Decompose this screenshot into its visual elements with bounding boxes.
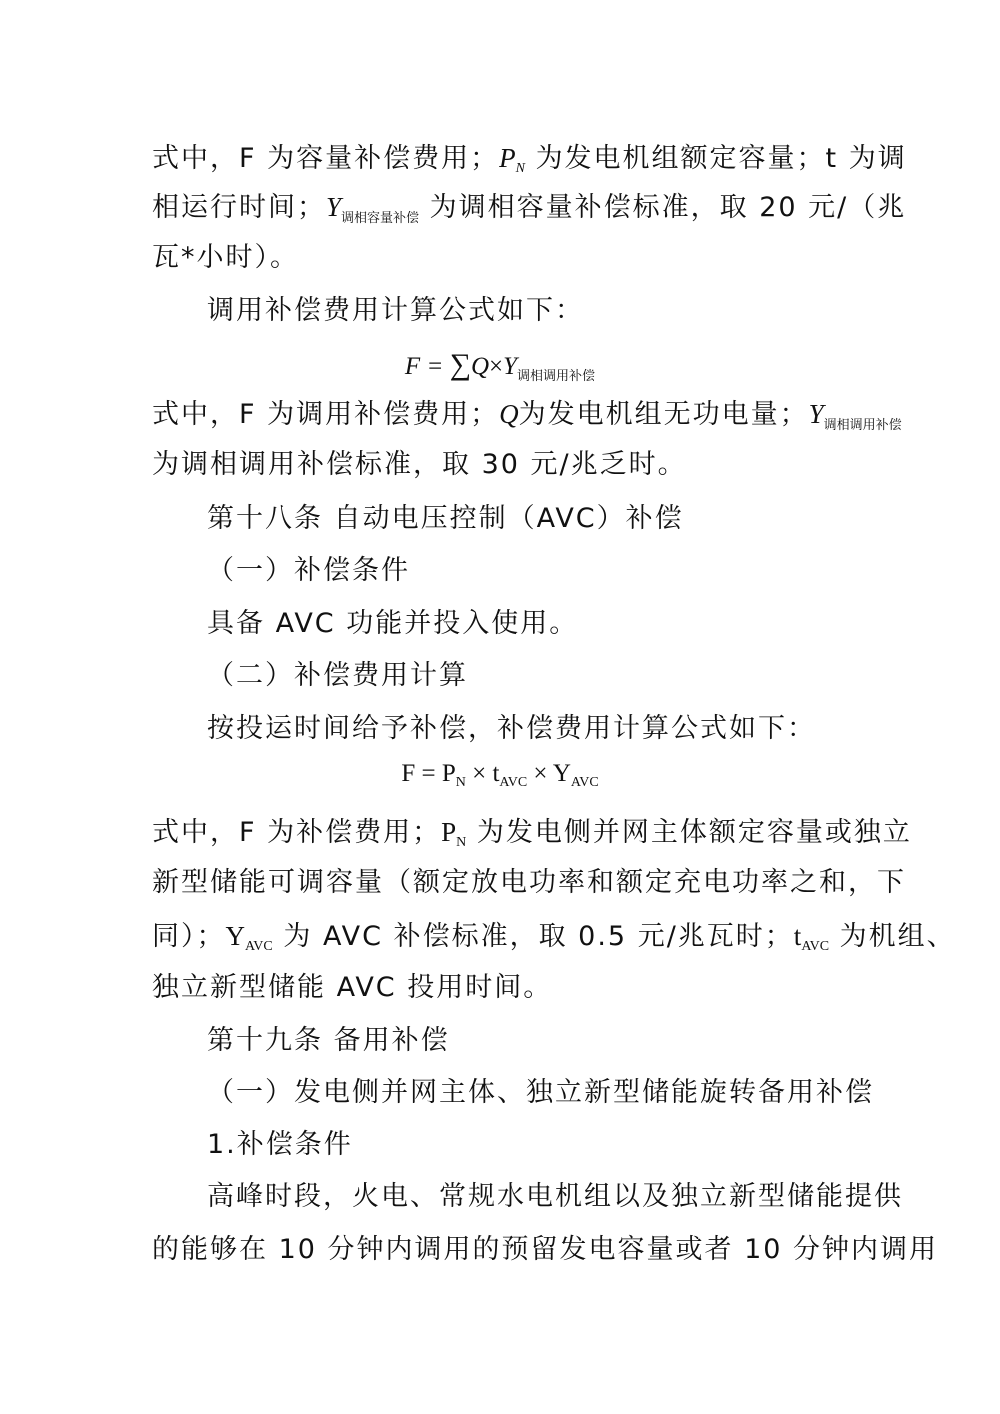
paragraph-line	[207, 1179, 907, 1215]
text-segment: 瓦*小时）。	[152, 242, 299, 273]
text-segment: 按投运时间给予补偿，补偿费用计算公式如下：	[207, 713, 816, 744]
text-segment: 具备 AVC 功能并投入使用。	[207, 608, 579, 639]
paragraph-line	[152, 918, 956, 965]
article-heading	[207, 501, 907, 537]
formula-lhs: F =	[404, 353, 450, 380]
symbol-y-avc: YAVC	[225, 921, 273, 954]
paragraph-line	[207, 606, 907, 642]
section-heading	[207, 658, 907, 694]
paragraph-line	[152, 447, 852, 483]
text-segment: 第十八条 自动电压控制（AVC）补偿	[207, 503, 684, 534]
symbol-y-call: $Y_{调相调用补偿}$	[808, 399, 902, 433]
symbol-pn: PN	[499, 143, 525, 176]
text-segment: （二）补偿费用计算	[207, 660, 468, 691]
text-segment: 为发电侧并网主体额定容量或独立	[476, 817, 912, 848]
text-segment: 调用补偿费用计算公式如下：	[207, 295, 584, 326]
text-segment: 的能够在 10 分钟内调用的预留发电容量或者 10 分钟内调用	[152, 1234, 939, 1265]
text-segment: （一）补偿条件	[207, 555, 410, 586]
paragraph-line	[152, 970, 852, 1006]
text-segment: 式中，F 为容量补偿费用；	[152, 143, 500, 174]
text-segment: （一）发电侧并网主体、独立新型储能旋转备用补偿	[207, 1077, 874, 1108]
text-segment: 式中，F 为补偿费用；	[152, 817, 442, 848]
symbol-t-avc: tAVC	[793, 921, 830, 954]
text-segment: 为机组、	[839, 921, 956, 952]
paragraph-line	[152, 814, 912, 861]
section-heading	[207, 1075, 907, 1111]
paragraph-line	[152, 396, 902, 444]
formula-call-compensation	[0, 348, 1000, 394]
article-heading	[207, 1023, 907, 1059]
symbol-y-call: $Y_{调相调用补偿}$	[503, 353, 596, 384]
formula-t: × t	[465, 760, 500, 787]
symbol-q: Q	[499, 399, 519, 429]
paragraph-line	[152, 140, 907, 187]
text-segment: 第十九条 备用补偿	[207, 1025, 450, 1056]
subsection-heading	[207, 1127, 907, 1163]
text-segment: 高峰时段，火电、常规水电机组以及独立新型储能提供	[207, 1181, 903, 1212]
text-segment: 为调相容量补偿标准，取 20 元/（兆	[429, 192, 907, 223]
paragraph-line	[207, 293, 907, 329]
text-segment: 新型储能可调容量（额定放电功率和额定充电功率之和，下	[152, 867, 906, 898]
symbol-pn: PN	[441, 817, 467, 850]
text-segment: 1.补偿条件	[207, 1129, 353, 1160]
formula-y: × Y	[527, 760, 571, 787]
symbol-y-capacity: $Y_{调相容量补偿}$	[326, 192, 420, 226]
sum-symbol: ∑	[449, 348, 471, 381]
text-segment: 式中，F 为调用补偿费用；	[152, 399, 500, 430]
paragraph-line	[152, 1232, 939, 1268]
text-segment: 同）；	[152, 921, 226, 952]
text-segment: 为发电机组无功电量；	[518, 399, 809, 430]
paragraph-line	[152, 240, 852, 276]
formula-lhs: F = P	[401, 760, 456, 787]
section-heading	[207, 553, 907, 589]
text-segment: 为发电机组额定容量；t 为调	[535, 143, 907, 174]
times-symbol: ×	[489, 353, 504, 380]
paragraph-line	[207, 711, 907, 747]
text-segment: 为调相调用补偿标准，取 30 元/兆乏时。	[152, 449, 687, 480]
paragraph-line	[152, 865, 906, 901]
paragraph-line	[152, 189, 907, 237]
text-segment: 独立新型储能 AVC 投用时间。	[152, 972, 553, 1003]
formula-avc-compensation: $F = P_N \times t_{AVC} \times Y_{AVC}$	[401, 760, 599, 790]
text-segment: 为 AVC 补偿标准，取 0.5 元/兆瓦时；	[283, 921, 794, 952]
text-segment: 相运行时间；	[152, 192, 326, 223]
formula-q: Q	[470, 353, 490, 380]
